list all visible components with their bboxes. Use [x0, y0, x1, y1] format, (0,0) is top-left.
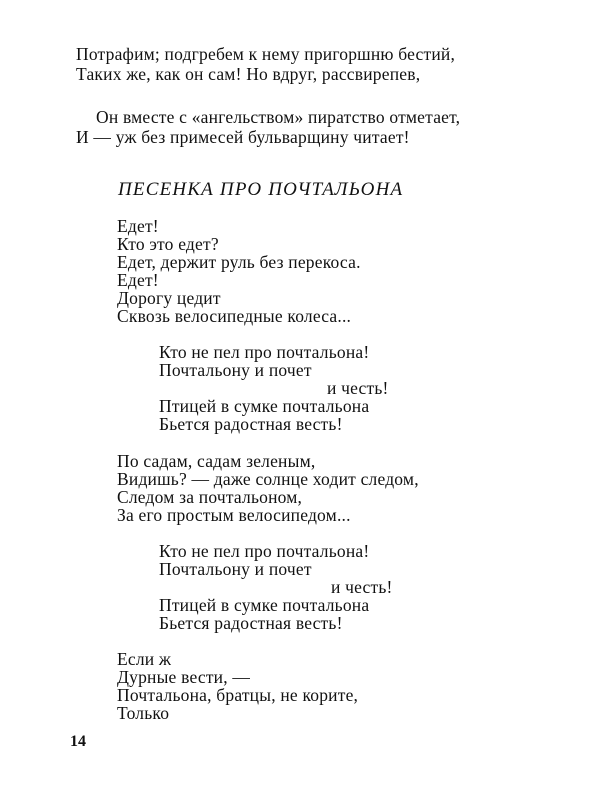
text-line: Кто это едет?	[117, 234, 219, 254]
text-line: Бьется радостная весть!	[159, 414, 343, 434]
text-line: Бьется радостная весть!	[159, 613, 343, 633]
text-line: Если ж	[117, 649, 172, 669]
text-line: Только	[117, 703, 170, 723]
text-line: Потрафим; подгребем к нему пригоршню бестий,	[76, 44, 456, 64]
text-line: Птицей в сумке почтальона	[159, 396, 370, 416]
text-line: и честь!	[331, 577, 393, 597]
text-line: Почтальону и почет	[159, 559, 312, 579]
text-line: Таких же, как он сам! Но вдруг, рассвирепев,	[76, 64, 421, 84]
text-line: Почтальону и почет	[159, 360, 312, 380]
text-line: Едет!	[117, 216, 159, 236]
text-line: Птицей в сумке почтальона	[159, 595, 370, 615]
text-line: Дурные вести, —	[117, 667, 251, 687]
text-line: Кто не пел про почтальона!	[159, 342, 370, 362]
text-line: Кто не пел про почтальона!	[159, 541, 370, 561]
text-line: По садам, садам зеленым,	[117, 451, 316, 471]
text-line: Он вместе с «ангельством» пиратство отметает,	[96, 107, 461, 127]
text-line: Следом за почтальоном,	[117, 487, 303, 507]
text-line: За его простым велосипедом...	[117, 505, 351, 525]
poem-title: ПЕСЕНКА ПРО ПОЧТАЛЬОНА	[118, 179, 404, 200]
text-line: Почтальона, братцы, не корите,	[117, 685, 359, 705]
text-line: Дорогу цедит	[117, 288, 221, 308]
text-line: Видишь? — даже солнце ходит следом,	[117, 469, 419, 489]
text-line: Едет, держит руль без перекоса.	[117, 252, 361, 272]
page-number: 14	[70, 733, 86, 750]
text-line: Едет!	[117, 270, 159, 290]
text-line: и честь!	[327, 378, 389, 398]
text-line: Сквозь велосипедные колеса...	[117, 306, 352, 326]
text-line: И — уж без примесей бульварщину читает!	[76, 127, 410, 147]
